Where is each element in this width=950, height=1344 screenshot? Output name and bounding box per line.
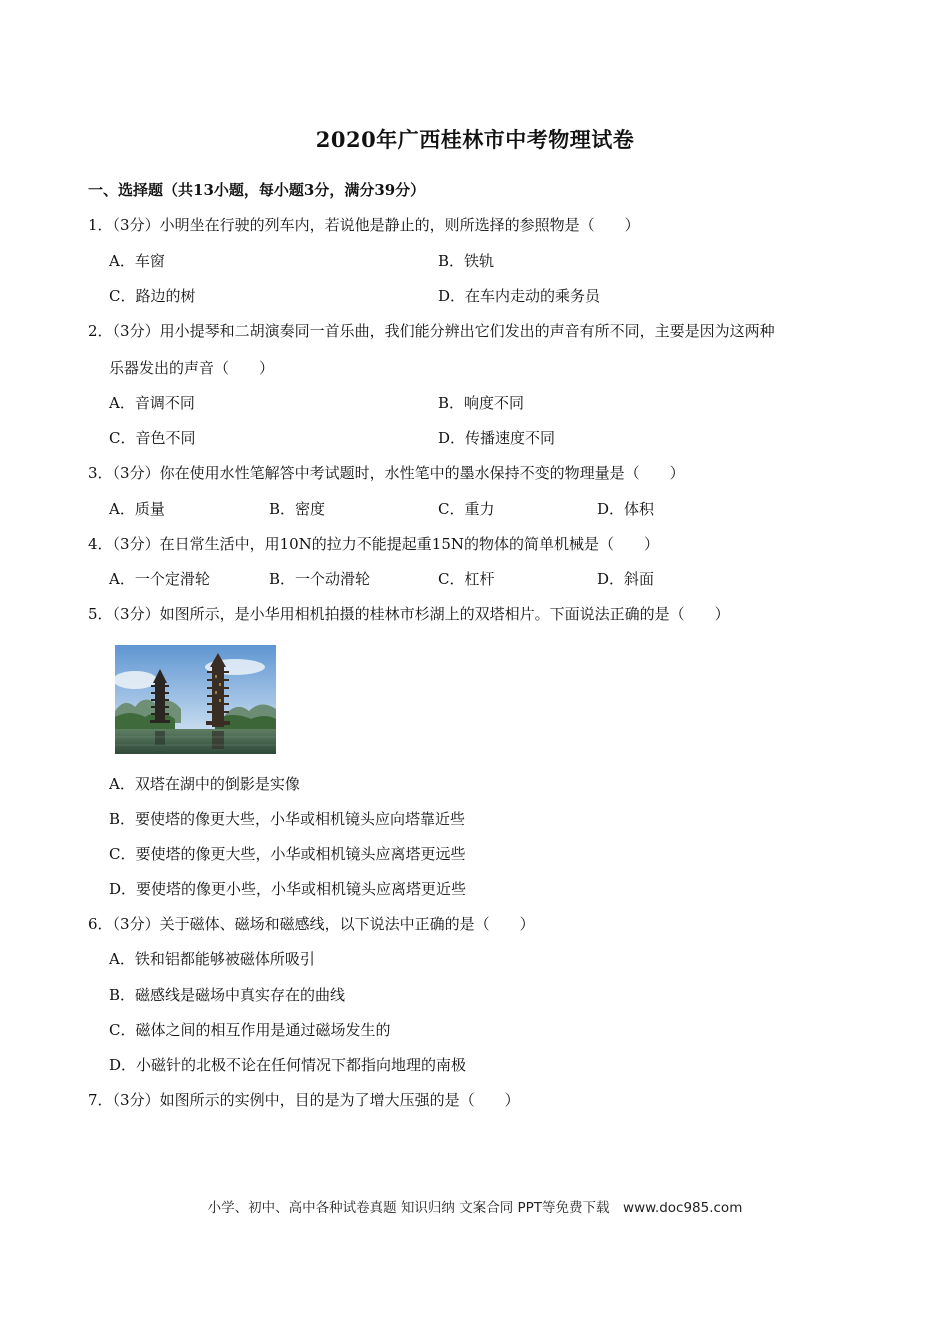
question-3-stem: 3．（3分）你在使用水性笔解答中考试题时，水性笔中的墨水保持不变的物理量是（ ）: [88, 464, 685, 482]
question-2-option-d: D．传播速度不同: [438, 429, 556, 447]
question-5-option-d: D．要使塔的像更小些，小华或相机镜头应离塔更近些: [109, 880, 467, 898]
question-2-option-a: A．音调不同: [109, 394, 195, 412]
question-5-option-c: C．要使塔的像更大些，小华或相机镜头应离塔更远些: [109, 845, 466, 863]
question-4-option-b: B．一个动滑轮: [269, 570, 371, 588]
question-7-stem: 7．（3分）如图所示的实例中，目的是为了增大压强的是（ ）: [88, 1091, 520, 1109]
question-6-option-c: C．磁体之间的相互作用是通过磁场发生的: [109, 1021, 391, 1039]
question-3-option-a: A．质量: [109, 500, 165, 518]
question-1-option-c: C．路边的树: [109, 287, 196, 305]
twin-pagodas-photo: [115, 645, 276, 754]
question-2-option-b: B．响度不同: [438, 394, 525, 412]
footer-watermark: 小学、初中、高中各种试卷真题 知识归纳 文案合同 PPT等免费下载 www.doc985.com: [207, 1200, 743, 1216]
question-5-option-b: B．要使塔的像更大些，小华或相机镜头应向塔靠近些: [109, 810, 466, 828]
question-3-option-b: B．密度: [269, 500, 326, 518]
question-3-option-d: D．体积: [597, 500, 655, 518]
question-1-stem: 1．（3分）小明坐在行驶的列车内，若说他是静止的，则所选择的参照物是（ ）: [88, 216, 640, 234]
question-1-option-a: A．车窗: [109, 252, 165, 270]
question-6-option-a: A．铁和铝都能够被磁体所吸引: [109, 950, 315, 968]
question-2-stem: 2．（3分）用小提琴和二胡演奏同一首乐曲，我们能分辨出它们发出的声音有所不同，主要是因为这两种: [88, 322, 775, 340]
question-6-stem: 6．（3分）关于磁体、磁场和磁感线，以下说法中正确的是（ ）: [88, 915, 535, 933]
question-1-option-d: D．在车内走动的乘务员: [438, 287, 601, 305]
question-5-option-a: A．双塔在湖中的倒影是实像: [109, 775, 300, 793]
section-heading: 一、选择题（共13小题，每小题3分，满分39分）: [88, 181, 426, 199]
question-2-option-c: C．音色不同: [109, 429, 196, 447]
question-3-option-c: C．重力: [438, 500, 495, 518]
question-4-option-a: A．一个定滑轮: [109, 570, 210, 588]
question-4-stem: 4．（3分）在日常生活中，用10N的拉力不能提起重15N的物体的简单机械是（ ）: [88, 535, 660, 553]
question-2-stem-continued: 乐器发出的声音（ ）: [109, 359, 275, 377]
question-6-option-d: D．小磁针的北极不论在任何情况下都指向地理的南极: [109, 1056, 467, 1074]
question-1-option-b: B．铁轨: [438, 252, 495, 270]
question-4-option-d: D．斜面: [597, 570, 655, 588]
page-title: 2020年广西桂林市中考物理试卷: [315, 127, 635, 152]
question-5-stem: 5．（3分）如图所示，是小华用相机拍摄的桂林市杉湖上的双塔相片。下面说法正确的是（ ）: [88, 605, 730, 623]
question-6-option-b: B．磁感线是磁场中真实存在的曲线: [109, 986, 346, 1004]
question-4-option-c: C．杠杆: [438, 570, 495, 588]
